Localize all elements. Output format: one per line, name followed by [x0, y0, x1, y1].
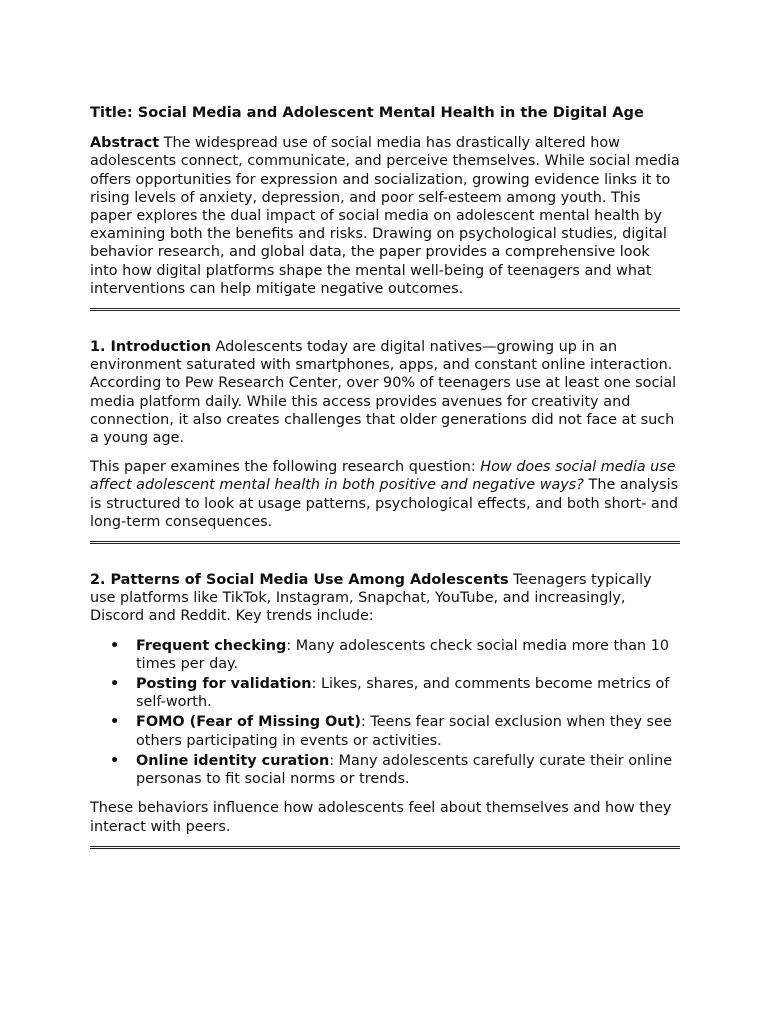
list-item — [90, 752, 680, 788]
trend-term: Online identity curation — [136, 752, 330, 769]
trend-desc: : Likes, shares, and comments become metrics of self-worth. — [136, 676, 670, 711]
trend-desc: : Many adolescents carefully curate their online personas to fit social norms or trends. — [136, 752, 673, 788]
abstract-heading: Abstract — [90, 135, 160, 152]
trends-list — [90, 637, 680, 789]
bullet-icon: • — [110, 714, 120, 731]
research-question: How does social media use affect adolescent mental health in both positive and negative ways? — [90, 459, 676, 494]
trend-desc: : Many adolescents check social media more than 10 times per day. — [136, 637, 670, 672]
section-divider — [90, 308, 680, 311]
introduction-text: Adolescents today are digital natives—growing up in an environment saturated with smartphones, apps, and constant online interaction. According to Pew Research Center, over 90% of teenagers use at least one social media platform daily. While this access provides avenues for creativity and connection, it also creates challenges that older generations did not face at such a young age. — [90, 339, 677, 447]
introduction-paragraph — [90, 338, 680, 447]
list-item — [90, 637, 680, 673]
trend-term: Posting for validation — [136, 676, 312, 693]
abstract-text: The widespread use of social media has drastically altered how adolescents connect, communicate, and perceive themselves. While social media offers opportunities for expression and socialization, growing evidence links it to rising levels of anxiety, depression, and poor self-esteem among youth. This paper explores the dual impact of social media on adolescent mental health by examining both the benefits and risks. Drawing on psychological studies, digital behavior research, and global data, the paper provides a comprehensive look into how digital platforms shape the mental well-being of teenagers and what interventions can help mitigate negative outcomes. — [90, 135, 680, 297]
patterns-paragraph — [90, 571, 680, 626]
trend-term: Frequent checking — [136, 637, 287, 654]
document-page — [90, 104, 680, 849]
patterns-heading: 2. Patterns of Social Media Use Among Adolescents — [90, 572, 509, 589]
patterns-text: Teenagers typically use platforms like TikTok, Instagram, Snapchat, YouTube, and increasingly, Discord and Reddit. Key trends include: — [90, 572, 652, 625]
introduction-heading: 1. Introduction — [90, 339, 211, 356]
abstract-paragraph — [90, 134, 680, 298]
bullet-icon: • — [110, 676, 120, 693]
research-question-lead: This paper examines the following research question: — [90, 459, 481, 476]
list-item — [90, 713, 680, 749]
bullet-icon: • — [110, 637, 120, 654]
bullet-icon: • — [110, 752, 120, 769]
trend-desc: : Teens fear social exclusion when they see others participating in events or activities. — [136, 714, 672, 749]
trend-term: FOMO (Fear of Missing Out) — [136, 714, 361, 731]
section-divider — [90, 541, 680, 544]
research-question-tail: The analysis is structured to look at usage patterns, psychological effects, and both short- and long-term consequences. — [90, 477, 679, 530]
patterns-closing-paragraph: These behaviors influence how adolescents feel about themselves and how they interact with peers. — [90, 800, 672, 835]
document-title: Title: Social Media and Adolescent Mental Health in the Digital Age — [90, 104, 644, 121]
list-item — [90, 675, 680, 711]
research-question-paragraph — [90, 458, 680, 531]
section-divider — [90, 846, 680, 849]
